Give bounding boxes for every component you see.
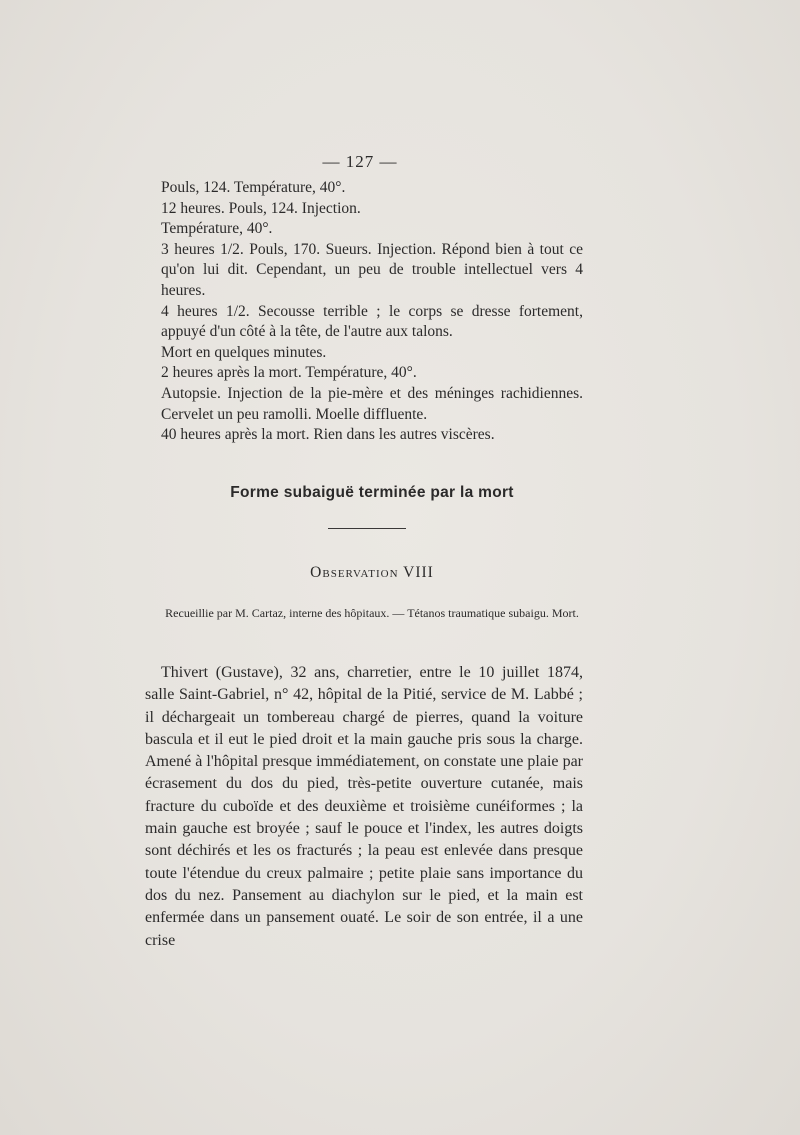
paragraph: 12 heures. Pouls, 124. Injection.: [161, 199, 361, 217]
case-description: [145, 662, 583, 952]
paragraph: 40 heures après la mort. Rien dans les autres viscères.: [161, 426, 495, 444]
observation-subtitle: Recueillie par M. Cartaz, interne des hôpitaux. — Tétanos traumatique subaigu. Mort.: [165, 606, 579, 620]
paragraph: 4 heures 1/2. Secousse terrible ; le corps se dresse fortement, appuyé d'un côté à la tête, de l'autre aux talons.: [161, 302, 583, 341]
paragraph: Thivert (Gustave), 32 ans, charretier, entre le 10 juillet 1874, salle Saint-Gabriel, n° 42, hôpital de la Pitié, service de M. Labbé ; il déchargeait un tombereau chargé de pierres, quand la voiture bascula et il eut le pied droit et la main gauche pris sous la charge. Amené à l'hôpital presque immédiatement, on constate une plaie par écrasement du dos du pied, très-petite ouverture cutanée, mais fracture du cuboïde et des deuxième et troisième cunéiformes ; la main gauche est broyée ; sauf le pouce et l'index, les autres doigts sont déchirés et les os fracturés ; la peau est enlevée dans presque toute l'étendue du creux palmaire ; petite plaie sans importance du dos du nez. Pansement au diachylon sur le pied, et la main est enfermée dans un pansement ouaté. Le soir de son entrée, il a une crise: [145, 664, 583, 949]
paragraph: 2 heures après la mort. Température, 40°.: [161, 364, 417, 382]
clinical-notes: [161, 178, 583, 446]
paragraph: 3 heures 1/2. Pouls, 170. Sueurs. Injection. Répond bien à tout ce qu'on lui dit. Cependant, un peu de trouble intellectuel vers 4 heures.: [161, 240, 583, 299]
observation-label: Observation: [310, 564, 399, 581]
paragraph: Autopsie. Injection de la pie-mère et des méninges rachidiennes. Cervelet un peu ramolli. Moelle diffluente.: [161, 384, 583, 423]
paragraph: Pouls, 124. Température, 40°.: [161, 179, 346, 196]
page-number: — 127 —: [322, 152, 398, 171]
divider-rule: [328, 528, 406, 529]
section-heading: Forme subaiguë terminée par la mort: [230, 484, 514, 501]
observation-number: VIII: [403, 564, 434, 581]
paragraph: Température, 40°.: [161, 220, 273, 238]
observation-heading: [161, 564, 583, 582]
paragraph: Mort en quelques minutes.: [161, 343, 327, 361]
